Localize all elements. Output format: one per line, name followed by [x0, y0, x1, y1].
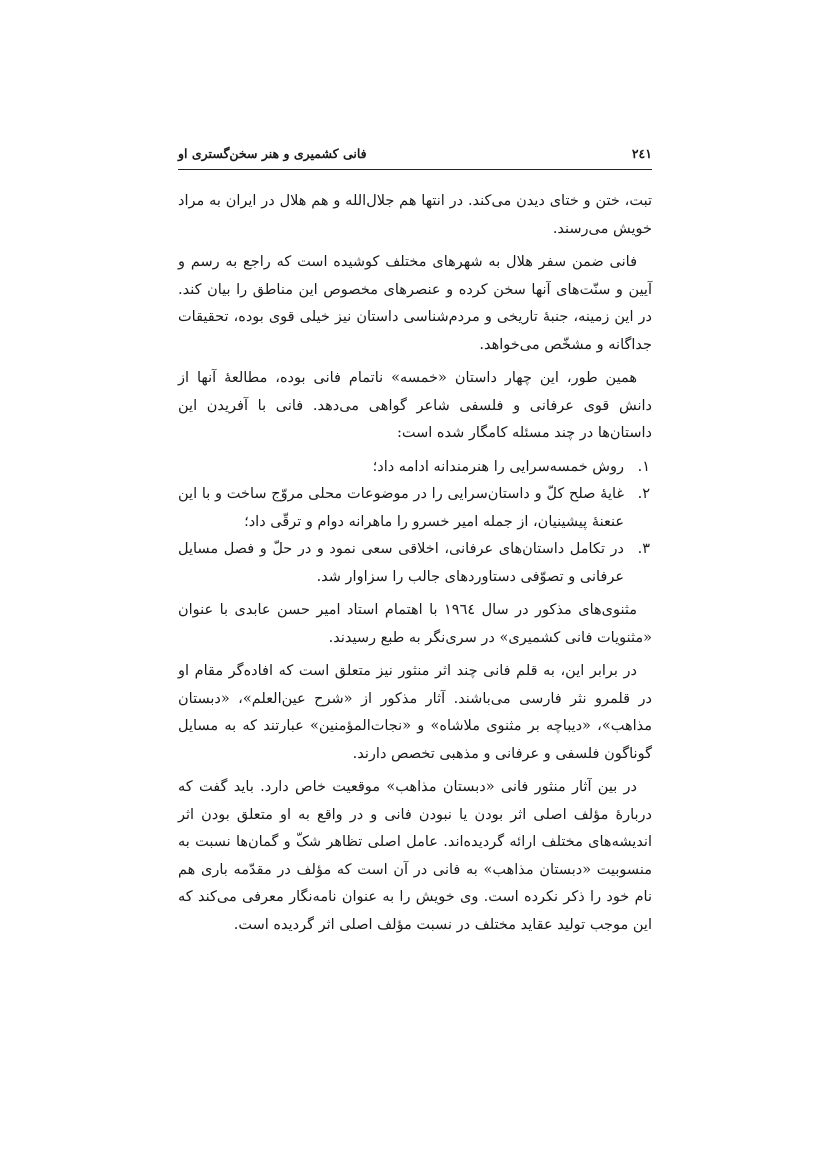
paragraph: فانی ضمن سفر هلال به شهرهای مختلف کوشیده است که راجع به رسم و آیین و سنّت‌های آنها سخن کرده و عنصرهای مخصوص این مناطق را بیان کند. در این زمینه، جنبهٔ تاریخی و مردم‌شناسی داستان نیز خیلی قوی بوده، تحقیقات جداگانه و مشخّص می‌خواهد. [178, 254, 652, 353]
running-title: فانی کشمیری و هنر سخن‌گستری او [178, 145, 367, 161]
paragraph: در برابر این، به قلم فانی چند اثر منثور نیز متعلق است که افاده‌گر مقام او در قلمرو نثر فارسی می‌باشند. آثار مذکور از «شرح عین‌العلم»، «دبستان مذاهب»، «دیباچه بر مثنوی ملاشاه» و «نجات‌المؤمنین» عبارتند که به مسایل گوناگون فلسفی و عرفانی و مذهبی تخصص دارند. [178, 663, 652, 762]
list-item-text: در تکامل داستان‌های عرفانی، اخلاقی سعی نمود و در حلّ و فصل مسایل عرفانی و تصوّفی دستاوردهای جالب را سزاوار شد. [178, 541, 624, 585]
paragraph: همین طور، این چهار داستان «خمسه» ناتمام فانی بوده، مطالعهٔ آنها از دانش قوی عرفانی و فلسفی شاعر گواهی می‌دهد. فانی با آفریدن این داستان‌ها در چند مسئله کامگار شده است: [178, 370, 652, 441]
list-item [178, 481, 652, 536]
list-item-text: غایهٔ صلح کلّ و داستان‌سرایی را در موضوعات محلی مروّج ساخت و با این عنعنهٔ پیشینیان، از جمله امیر خسرو را ماهرانه دوام و ترقّی داد؛ [178, 486, 624, 530]
page-number: ۲٤۱ [631, 145, 652, 161]
list-item [178, 454, 652, 482]
list-number: ۲. [637, 486, 650, 502]
list-number: ۳. [637, 541, 650, 557]
paragraph: تبت، ختن و ختای دیدن می‌کند. در انتها هم جلال‌الله و هم هلال در ایران به مراد خویش می‌رسند. [178, 193, 652, 237]
list-number: ۱. [637, 458, 650, 475]
paragraph: در بین آثار منثور فانی «دبستان مذاهب» موقعیت خاص دارد. باید گفت که دربارهٔ مؤلف اصلی اثر بودن یا نبودن فانی و در واقع به او متعلق بودن اثر اندیشه‌های مختلف ارائه گردیده‌اند. عامل اصلی تظاهر شکّ و گمان‌ها نسبت به منسوبیت «دبستان مذاهب» به فانی در آن است که مؤلف در مقدّمه باری هم نام خود را ذکر نکرده است. وی خویش را به عنوان نامه‌نگار معرفی می‌کند که این موجب تولید عقاید مختلف در نسبت مؤلف اصلی اثر گردیده است. [178, 779, 652, 933]
list-item [178, 536, 652, 591]
header-rule [178, 169, 652, 170]
running-header [178, 140, 652, 166]
list-item-text: روش خمسه‌سرایی را هنرمندانه ادامه داد؛ [372, 458, 624, 475]
paragraph: مثنوی‌های مذکور در سال ۱۹٦٤ با اهتمام استاد امیر حسن عابدی با عنوان «مثنویات فانی کشمیری» در سری‌نگر به طبع رسیدند. [178, 602, 652, 646]
body-text [178, 188, 652, 945]
numbered-list [178, 454, 652, 592]
